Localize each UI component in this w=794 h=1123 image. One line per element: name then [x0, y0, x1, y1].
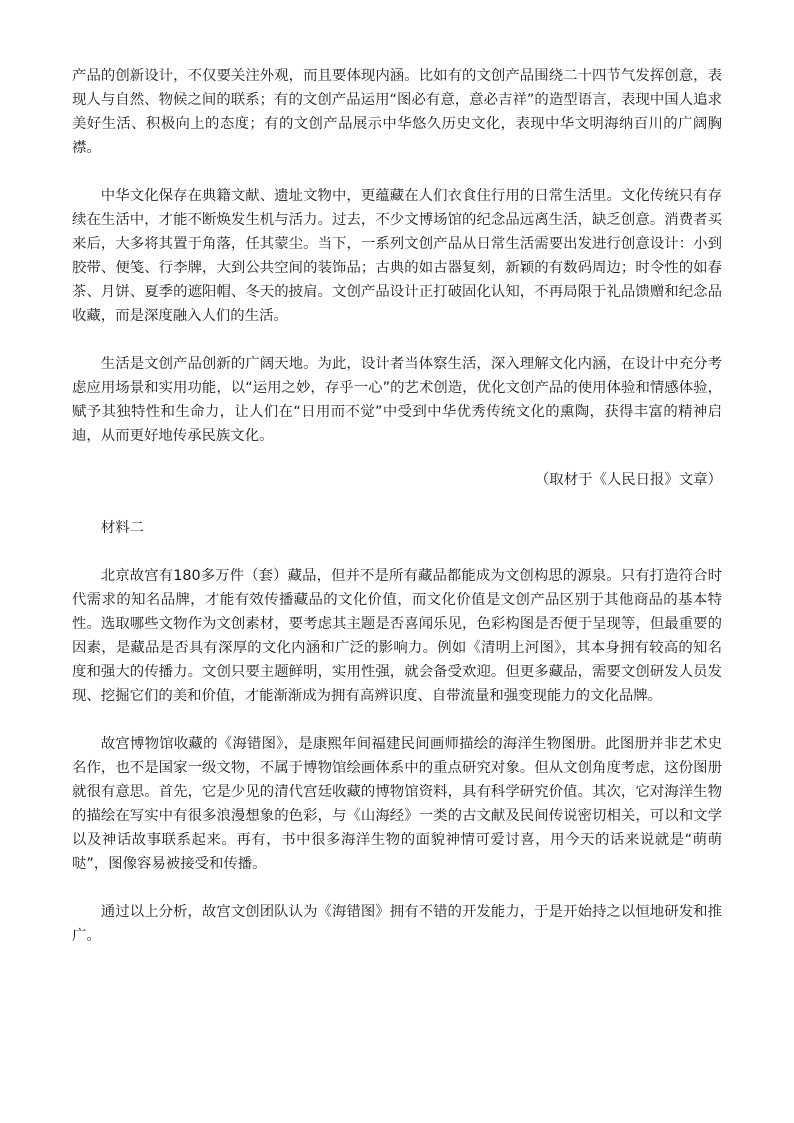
paragraph-palace-collection: 北京故宫有180多万件（套）藏品，但并不是所有藏品都能成为文创构思的源泉。只有打造符合时代需求的知名品牌，才能有效传播藏品的文化价值，而文化价值是文创产品区别于其他商品的基本特性。选取哪些文物作为文创素材，要考虑其主题是否喜闻乐见，色彩构图是否便于呈现等，但最重要的因素，是藏品是否具有深厚的文化内涵和广泛的影响力。例如《清明上河图》，其本身拥有较高的知名度和强大的传播力。文创只要主题鲜明，实用性强，就会备受欢迎。但更多藏品，需要文创研发人员发现、挖掘它们的美和价值，才能渐渐成为拥有高辨识度、自带流量和强变现能力的文化品牌。	[72, 568, 722, 704]
document-page	[72, 64, 722, 972]
paragraph-conclusion: 通过以上分析，故宫文创团队认为《海错图》拥有不错的开发能力，于是开始持之以恒地研发和推广。	[72, 904, 722, 944]
paragraph-life-source: 生活是文创产品创新的广阔天地。为此，设计者当体察生活，深入理解文化内涵，在设计中充分考虑应用场景和实用功能，以“运用之妙，存乎一心”的艺术创造，优化文创产品的使用体验和情感体验，赋予其独特性和生命力，让人们在“日用而不觉”中受到中华优秀传统文化的熏陶，获得丰富的精神启迪，从而更好地传承民族文化。	[72, 356, 722, 444]
source-note: （取材于《人民日报》文章）	[534, 472, 722, 488]
paragraph-haicuotu: 故宫博物馆收藏的《海错图》，是康熙年间福建民间画师描绘的海洋生物图册。此图册并非艺术史名作，也不是国家一级文物，不属于博物馆绘画体系中的重点研究对象。但从文创角度考虑，这份图册就很有意思。首先，它是少见的清代宫廷收藏的博物馆资料，具有科学研究价值。其次，它对海洋生物的描绘在写实中有很多浪漫想象的色彩，与《山海经》一类的古文献及民间传说密切相关，可以和文学以及神话故事联系起来。再有，书中很多海洋生物的面貌神情可爱讨喜，用今天的话来说就是“萌萌哒”，图像容易被接受和传播。	[72, 736, 722, 872]
paragraph-product-innovation: 产品的创新设计，不仅要关注外观，而且要体现内涵。比如有的文创产品围绕二十四节气发挥创意，表现人与自然、物候之间的联系；有的文创产品运用“图必有意，意必吉祥”的造型语言，表现中国人追求美好生活、积极向上的态度；有的文创产品展示中华悠久历史文化，表现中华文明海纳百川的广阔胸襟。	[72, 68, 722, 156]
paragraph-daily-life: 中华文化保存在典籍文献、遗址文物中，更蕴藏在人们衣食住行用的日常生活里。文化传统只有存续在生活中，才能不断焕发生机与活力。过去，不少文博场馆的纪念品远离生活，缺乏创意。消费者买来后，大多将其置于角落，任其蒙尘。当下，一系列文创产品从日常生活需要出发进行创意设计：小到胶带、便笺、行李牌，大到公共空间的装饰品；古典的如古器复刻，新颖的有数码周边；时令性的如春茶、月饼、夏季的遮阳帽、冬天的披肩。文创产品设计正打破固化认知，不再局限于礼品馈赠和纪念品收藏，而是深度融入人们的生活。	[72, 188, 722, 324]
material2-heading: 材料二	[100, 520, 144, 536]
